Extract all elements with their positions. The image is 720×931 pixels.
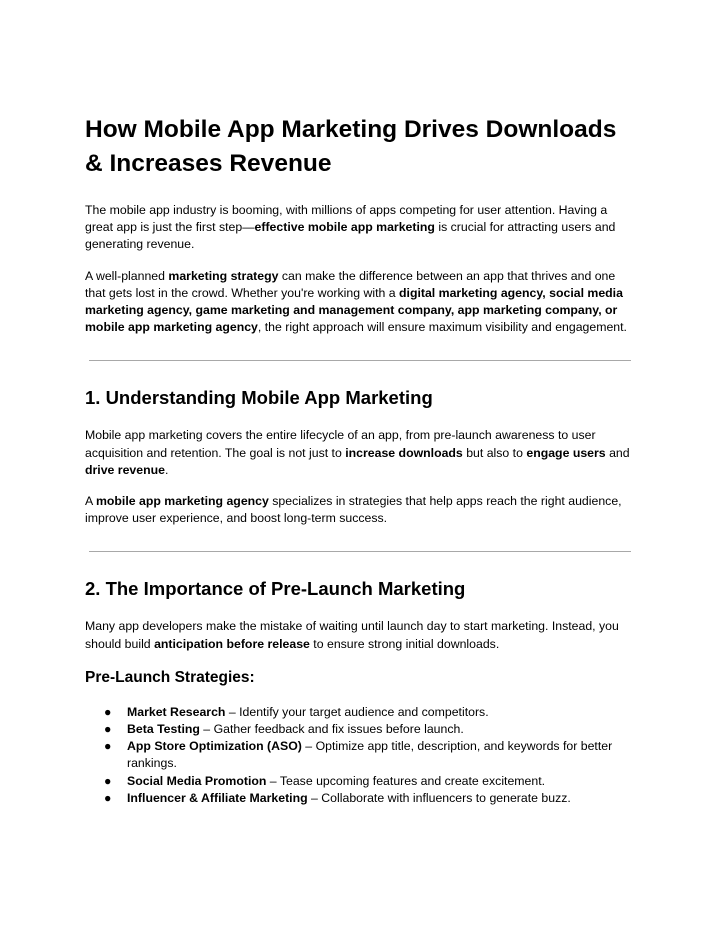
bullet-icon: ● [104,790,112,805]
bullet-icon: ● [104,704,112,719]
text-run: A [85,494,96,509]
text-run: is crucial for attracting users and generating revenue. [85,220,616,252]
bold-run: engage users [526,445,606,460]
text-run: . [164,462,169,477]
bold-run: anticipation before release [154,636,310,651]
bold-run: Social Media Promotion [127,773,267,788]
text-run: – Gather feedback and fix issues before launch. [199,722,464,737]
section-1-heading: 1. Understanding Mobile App Marketing [85,387,433,409]
page-title: How Mobile App Marketing Drives Downloads & Increases Revenue [85,116,617,177]
text-run: and [605,445,630,460]
text-run: specializes in strategies that help apps reach the right audience, improve user experience, and boost long-term success. [85,494,622,526]
intro-paragraph-1 [85,202,637,254]
list-item [85,704,637,721]
section-2-heading: 2. The Importance of Pre-Launch Marketing [85,578,466,600]
pre-launch-strategies-subheading: Pre-Launch Strategies: [85,668,255,686]
text-run: , the right approach will ensure maximum visibility and engagement. [257,320,627,335]
section-2-paragraph-1 [85,618,637,652]
text-run: The mobile app industry is booming, with millions of apps competing for user attention. Having a great app is just the first step— [85,203,608,235]
bold-run: digital marketing agency, social media marketing agency, game marketing and management company, app marketing company, or mobile app marketing agency [85,285,623,335]
text-run: – Identify your target audience and competitors. [225,704,489,719]
bullet-icon: ● [104,739,112,754]
bold-run: marketing strategy [168,268,279,283]
text-run: – Collaborate with influencers to generate buzz. [307,790,571,805]
list-item [85,773,637,790]
section-1-paragraph-1 [85,427,637,479]
document-page [85,113,637,807]
bullet-icon: ● [104,773,112,788]
bold-run: drive revenue [85,462,165,477]
list-item [85,738,637,772]
section-divider [89,360,631,361]
text-run: A well-planned [85,268,169,283]
list-item [85,790,637,807]
text-run: Many app developers make the mistake of waiting until launch day to start marketing. Instead, you should build [85,619,619,651]
text-run: Mobile app marketing covers the entire lifecycle of an app, from pre-launch awareness to user acquisition and retention. The goal is not just to [85,428,596,460]
pre-launch-strategies-list [85,704,637,807]
bold-run: increase downloads [345,445,463,460]
bold-run: effective mobile app marketing [254,220,435,235]
text-run: but also to [462,445,527,460]
section-1-paragraph-2 [85,493,637,527]
bold-run: App Store Optimization (ASO) [127,739,302,754]
bold-run: mobile app marketing agency [95,494,269,509]
text-run: can make the difference between an app that thrives and one that gets lost in the crowd. Whether you're working with a [85,268,616,300]
bullet-icon: ● [104,722,112,737]
text-run: to ensure strong initial downloads. [309,636,500,651]
bold-run: Beta Testing [127,722,200,737]
text-run: – Tease upcoming features and create excitement. [266,773,546,788]
text-run: – Optimize app title, description, and keywords for better rankings. [127,739,613,771]
intro-paragraph-2 [85,268,637,337]
bold-run: Influencer & Affiliate Marketing [127,790,308,805]
list-item [85,721,637,738]
section-divider [89,551,631,552]
bold-run: Market Research [127,704,226,719]
